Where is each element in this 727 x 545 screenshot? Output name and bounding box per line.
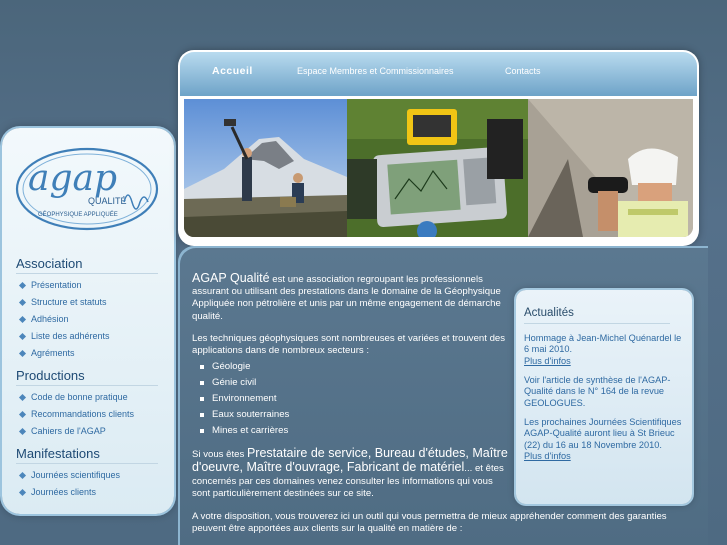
list-item: Mines et carrières — [200, 423, 512, 439]
sidebar-item-agrements[interactable]: Agréments — [16, 345, 158, 362]
diamond-bullet-icon — [19, 316, 26, 323]
list-item: Eaux souterraines — [200, 407, 512, 423]
diamond-bullet-icon — [19, 333, 26, 340]
diamond-bullet-icon — [19, 394, 26, 401]
nav-contacts[interactable]: Contacts — [505, 66, 541, 76]
diamond-bullet-icon — [19, 350, 26, 357]
sidebar-title-manifestations: Manifestations — [16, 446, 158, 464]
sidebar-section-productions — [16, 368, 158, 440]
square-bullet-icon — [200, 397, 204, 401]
roles-paragraph: Si vous êtes Prestataire de service, Bureau d'études, Maître d'oeuvre, Maître d'ouvrage, Fabricant de matériel... et êtes concernés par ces domaines venez consulter les informations qui vous sont particulièrement destinées sur ce site. — [192, 446, 508, 499]
list-item: Environnement — [200, 391, 512, 407]
square-bullet-icon — [200, 429, 204, 433]
header-photo-strip — [184, 99, 693, 237]
square-bullet-icon — [200, 365, 204, 369]
news-item: Les prochaines Journées Scientifiques AGAP-Qualité auront lieu à St Brieuc (22) du 16 au 18 Novembre 2010. Plus d'infos — [524, 417, 686, 463]
list-item: Géologie — [200, 359, 512, 375]
agap-logo[interactable] — [14, 146, 160, 232]
sidebar-item-adherents[interactable]: Liste des adhérents — [16, 328, 158, 345]
diamond-bullet-icon — [19, 411, 26, 418]
sidebar-item-journees-clients[interactable]: Journées clients — [16, 484, 158, 501]
logo-text: agap — [28, 158, 118, 199]
sidebar-item-structure[interactable]: Structure et statuts — [16, 294, 158, 311]
news-more-link[interactable]: Plus d'infos — [524, 355, 571, 366]
main-text — [192, 272, 512, 510]
sidebar-section-manifestations — [16, 446, 158, 501]
nav-espace-membres[interactable]: Espace Membres et Commissionnaires — [297, 66, 454, 76]
sectors-list — [192, 359, 512, 439]
logo-graphic — [14, 146, 160, 232]
news-item[interactable]: Voir l'article de synthèse de l'AGAP-Qualité dans le N° 164 de la revue GEOLOGUES. — [524, 375, 671, 408]
sidebar-title-association: Association — [16, 256, 158, 274]
header-frame — [178, 50, 699, 246]
diamond-bullet-icon — [19, 472, 26, 479]
news-box — [516, 290, 692, 504]
list-item: Génie civil — [200, 375, 512, 391]
brand-name: AGAP Qualité — [192, 271, 270, 285]
logo-subtitle: GÉOPHYSIQUE APPLIQUÉE — [38, 212, 118, 218]
nav-accueil[interactable]: Accueil — [212, 65, 253, 77]
diamond-bullet-icon — [19, 282, 26, 289]
main-nav — [180, 52, 697, 96]
sidebar-item-recommandations[interactable]: Recommandations clients — [16, 406, 158, 423]
sidebar-item-adhesion[interactable]: Adhésion — [16, 311, 158, 328]
sidebar-item-presentation[interactable]: Présentation — [16, 277, 158, 294]
roles-highlight: Prestataire de service, Bureau d'études, Maître d'oeuvre, Maître d'ouvrage, Fabricant de matériel — [192, 446, 508, 475]
diamond-bullet-icon — [19, 428, 26, 435]
intro-paragraph: AGAP Qualité est une association regroupant les professionnels assurant ou utilisant des prestations dans le domaine de la Géophysique Appliquée non pétrolière et unis par un même engagement de démarche qualité. — [192, 271, 501, 322]
news-more-link[interactable]: Plus d'infos — [524, 451, 571, 462]
sidebar-item-code[interactable]: Code de bonne pratique — [16, 389, 158, 406]
square-bullet-icon — [200, 381, 204, 385]
sidebar-item-cahiers[interactable]: Cahiers de l'AGAP — [16, 423, 158, 440]
photo-instrument — [347, 99, 528, 237]
diamond-bullet-icon — [19, 299, 26, 306]
sidebar-item-journees-scientifiques[interactable]: Journées scientifiques — [16, 467, 158, 484]
logo-tagline: QUALITÉ — [88, 196, 127, 206]
disposal-paragraph: A votre disposition, vous trouverez ici un outil qui vous permettra de mieux appréhender comment des garanties peuvent être apportées aux clients sur la qualité en matière de : — [192, 511, 667, 535]
sidebar-title-productions: Productions — [16, 368, 158, 386]
techniques-paragraph: Les techniques géophysiques sont nombreuses et variées et trouvent des applications dans de nombreux secteurs : — [192, 332, 506, 357]
diamond-bullet-icon — [19, 489, 26, 496]
news-title: Actualités — [524, 307, 670, 324]
square-bullet-icon — [200, 413, 204, 417]
news-item: Hommage à Jean-Michel Quénardel le 6 mai 2010. Plus d'infos — [524, 333, 686, 367]
photo-field-hammer — [184, 99, 347, 237]
photo-worker — [528, 99, 693, 237]
sidebar-section-association — [16, 256, 158, 362]
sidebar — [2, 128, 174, 514]
